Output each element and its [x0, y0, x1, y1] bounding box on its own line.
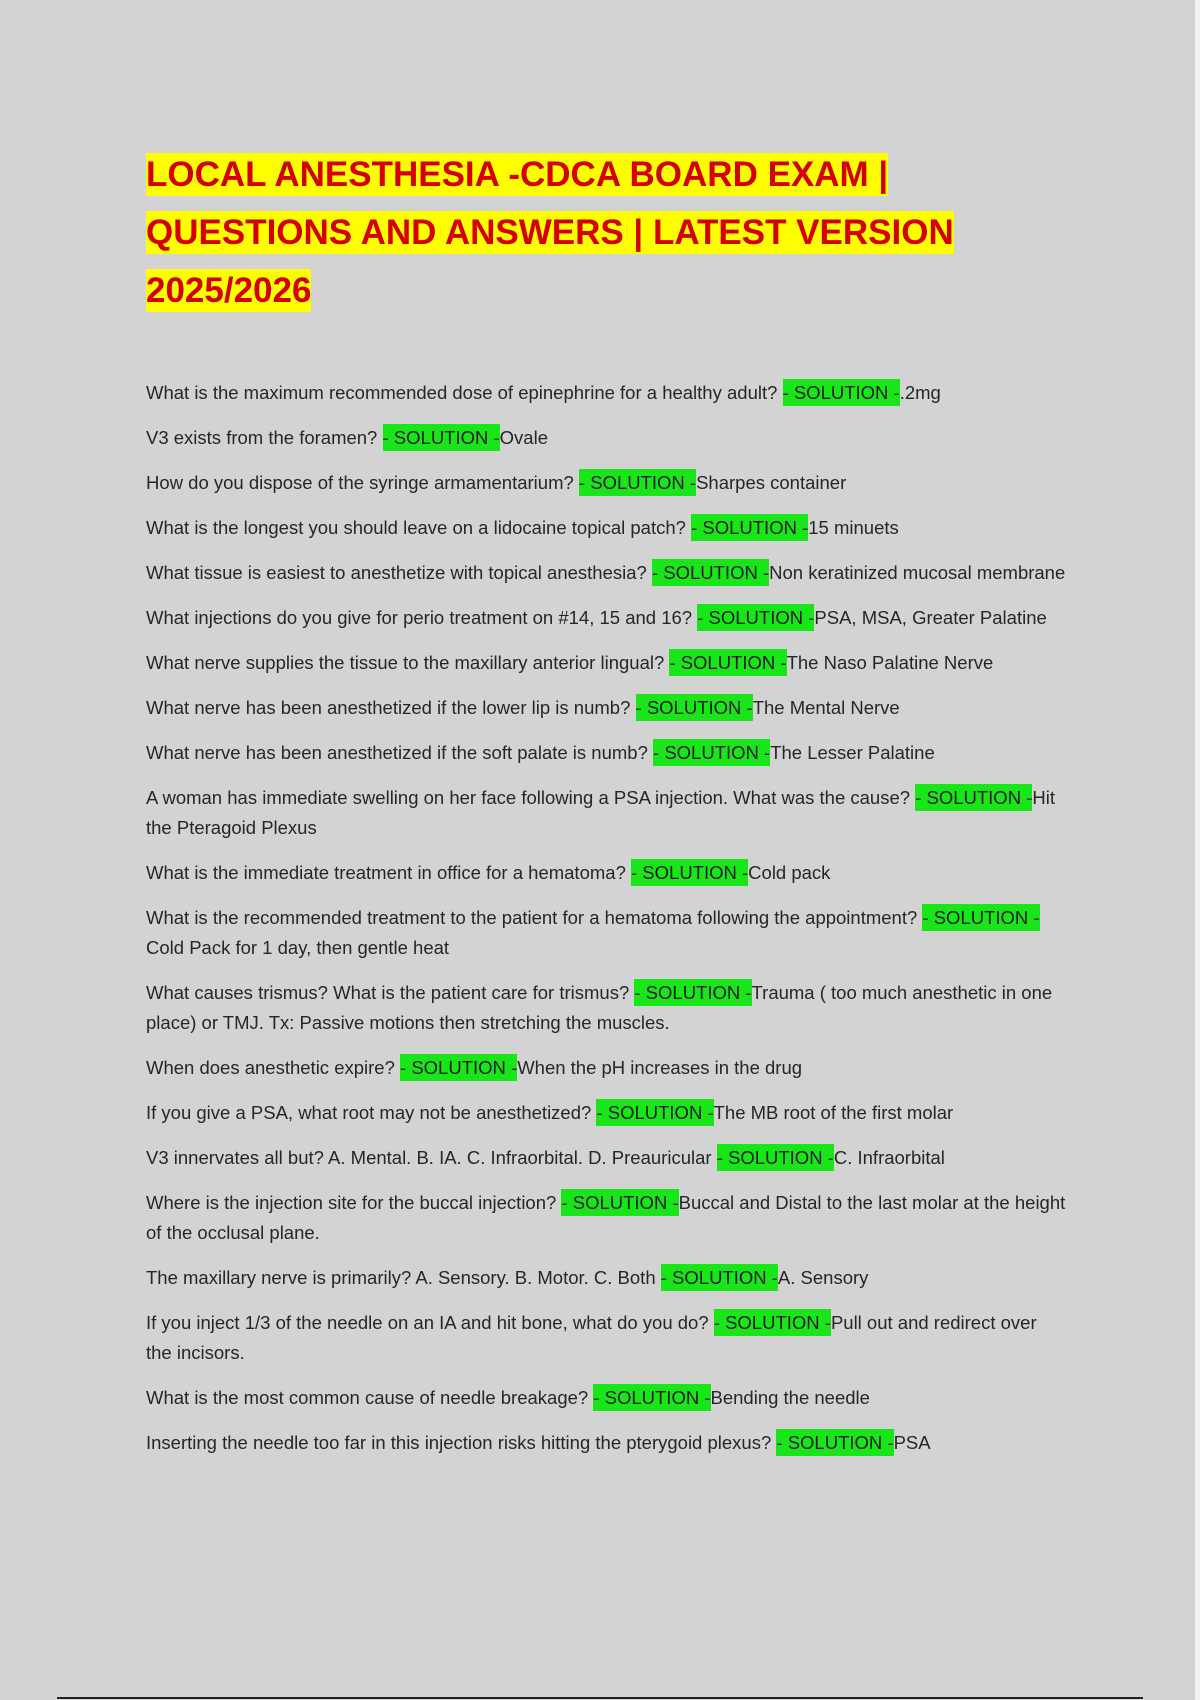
footer-divider [57, 1697, 1143, 1699]
qa-item [146, 648, 1066, 678]
solution-marker: - SOLUTION - [596, 1099, 713, 1126]
solution-marker: - SOLUTION - [776, 1429, 893, 1456]
solution-marker: - SOLUTION - [661, 1264, 778, 1291]
solution-marker: - SOLUTION - [634, 979, 751, 1006]
answer-text: Trauma ( too much anesthetic in one place) or TMJ. Tx: Passive motions then stretching the muscles. [146, 982, 1053, 1033]
question-text: What nerve supplies the tissue to the maxillary anterior lingual? [146, 652, 670, 673]
question-text: What nerve has been anesthetized if the soft palate is numb? [146, 742, 654, 763]
qa-item [146, 1188, 1066, 1248]
question-text: What nerve has been anesthetized if the lower lip is numb? [146, 697, 636, 718]
question-text: What is the immediate treatment in office for a hematoma? [146, 862, 631, 883]
question-text: V3 innervates all but? A. Mental. B. IA. C. Infraorbital. D. Preauricular [146, 1147, 717, 1168]
answer-text: PSA [893, 1432, 931, 1453]
solution-marker: - SOLUTION - [400, 1054, 517, 1081]
qa-item [146, 1428, 1066, 1458]
question-text: What is the most common cause of needle breakage? [146, 1387, 594, 1408]
solution-marker: - SOLUTION - [697, 604, 814, 631]
question-text: What is the maximum recommended dose of epinephrine for a healthy adult? [146, 382, 783, 403]
qa-item [146, 468, 1066, 498]
answer-text: PSA, MSA, Greater Palatine [814, 607, 1047, 628]
qa-item [146, 1383, 1066, 1413]
solution-marker: - SOLUTION - [922, 904, 1039, 931]
question-text: If you inject 1/3 of the needle on an IA and hit bone, what do you do? [146, 1312, 714, 1333]
answer-text: Pull out and redirect over the incisors. [146, 1312, 1037, 1363]
solution-marker: - SOLUTION - [636, 694, 753, 721]
solution-marker: - SOLUTION - [717, 1144, 834, 1171]
solution-marker: - SOLUTION - [593, 1384, 710, 1411]
answer-text: Sharpes container [696, 472, 847, 493]
qa-item [146, 693, 1066, 723]
answer-text: Bending the needle [710, 1387, 870, 1408]
answer-text: Non keratinized mucosal membrane [769, 562, 1066, 583]
answer-text: The Mental Nerve [752, 697, 900, 718]
title-line-3: 2025/2026 [146, 271, 312, 310]
qa-item [146, 513, 1066, 543]
answer-text: .2mg [899, 382, 941, 403]
solution-marker: - SOLUTION - [561, 1189, 678, 1216]
solution-marker: - SOLUTION - [652, 559, 769, 586]
qa-item [146, 783, 1066, 843]
answer-text: The MB root of the first molar [713, 1102, 954, 1123]
answer-text: Cold Pack for 1 day, then gentle heat [146, 937, 450, 958]
question-text: How do you dispose of the syringe armamentarium? [146, 472, 579, 493]
qa-item [146, 1263, 1066, 1293]
document-page [146, 146, 1066, 1453]
question-text: A woman has immediate swelling on her face following a PSA injection. What was the cause? [146, 787, 916, 808]
answer-text: A. Sensory [777, 1267, 869, 1288]
answer-text: The Lesser Palatine [770, 742, 935, 763]
solution-marker: - SOLUTION - [691, 514, 808, 541]
solution-marker: - SOLUTION - [579, 469, 696, 496]
qa-item [146, 1053, 1066, 1083]
question-text: Where is the injection site for the buccal injection? [146, 1192, 562, 1213]
question-text: What is the longest you should leave on a lidocaine topical patch? [146, 517, 692, 538]
qa-item [146, 423, 1066, 453]
title-line-1: LOCAL ANESTHESIA -CDCA BOARD EXAM | [146, 155, 889, 194]
answer-text: Hit the Pteragoid Plexus [146, 787, 1055, 838]
qa-item [146, 603, 1066, 633]
solution-marker: - SOLUTION - [714, 1309, 831, 1336]
answer-text: Cold pack [748, 862, 831, 883]
qa-item [146, 1308, 1066, 1368]
document-title [146, 146, 1066, 320]
answer-text: The Naso Palatine Nerve [786, 652, 994, 673]
qa-item [146, 903, 1066, 963]
question-text: What tissue is easiest to anesthetize with topical anesthesia? [146, 562, 652, 583]
qa-item [146, 858, 1066, 888]
solution-marker: - SOLUTION - [383, 424, 500, 451]
solution-marker: - SOLUTION - [915, 784, 1032, 811]
answer-text: C. Infraorbital [833, 1147, 945, 1168]
question-text: What injections do you give for perio treatment on #14, 15 and 16? [146, 607, 698, 628]
solution-marker: - SOLUTION - [783, 379, 900, 406]
qa-item [146, 738, 1066, 768]
question-text: If you give a PSA, what root may not be anesthetized? [146, 1102, 597, 1123]
document-title-highlight [146, 153, 954, 312]
qa-item [146, 978, 1066, 1038]
qa-item [146, 1143, 1066, 1173]
question-text: When does anesthetic expire? [146, 1057, 401, 1078]
question-text: Inserting the needle too far in this injection risks hitting the pterygoid plexus? [146, 1432, 777, 1453]
solution-marker: - SOLUTION - [669, 649, 786, 676]
solution-marker: - SOLUTION - [631, 859, 748, 886]
question-text: The maxillary nerve is primarily? A. Sensory. B. Motor. C. Both [146, 1267, 661, 1288]
qa-item [146, 378, 1066, 408]
solution-marker: - SOLUTION - [653, 739, 770, 766]
question-text: What is the recommended treatment to the patient for a hematoma following the appointment? [146, 907, 923, 928]
answer-text: Buccal and Distal to the last molar at the height of the occlusal plane. [146, 1192, 1066, 1243]
question-text: V3 exists from the foramen? [146, 427, 383, 448]
answer-text: When the pH increases in the drug [517, 1057, 803, 1078]
title-line-2: QUESTIONS AND ANSWERS | LATEST VERSION [146, 213, 954, 252]
answer-text: Ovale [499, 427, 548, 448]
page-right-edge [1195, 0, 1200, 1700]
answer-text: 15 minuets [808, 517, 899, 538]
qa-item [146, 1098, 1066, 1128]
question-text: What causes trismus? What is the patient care for trismus? [146, 982, 635, 1003]
qa-list [146, 378, 1066, 1473]
qa-item [146, 558, 1066, 588]
